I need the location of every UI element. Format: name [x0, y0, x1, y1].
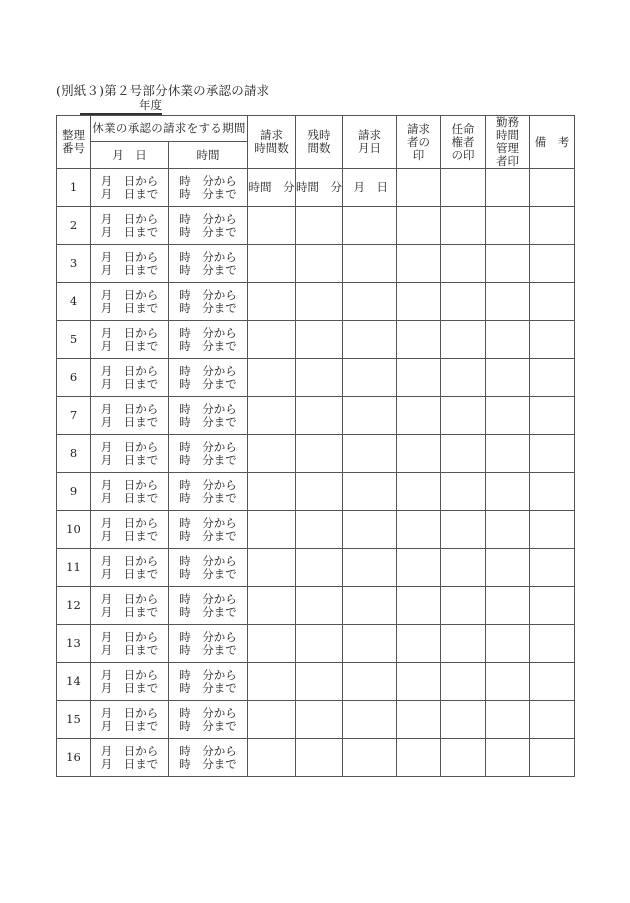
remaining-hours-cell[interactable] — [296, 739, 343, 777]
table-row — [57, 359, 575, 397]
requester-seal-cell[interactable] — [397, 473, 441, 511]
appointer-seal-cell[interactable] — [441, 321, 486, 359]
remarks-cell[interactable] — [530, 739, 575, 777]
remarks-cell[interactable] — [530, 587, 575, 625]
seq-number-cell: 11 — [57, 549, 91, 587]
table-row — [57, 587, 575, 625]
seq-number-cell: 7 — [57, 397, 91, 435]
time-range-cell[interactable]: 時 分から 時 分まで — [169, 359, 248, 397]
request-date-cell[interactable] — [343, 245, 397, 283]
appointer-seal-cell[interactable] — [441, 739, 486, 777]
requested-hours-cell[interactable] — [248, 207, 296, 245]
requester-seal-cell[interactable] — [397, 283, 441, 321]
time-range-cell[interactable]: 時 分から 時 分まで — [169, 587, 248, 625]
header-requested-hours: 請求 時間数 — [248, 116, 296, 169]
seq-number-cell: 2 — [57, 207, 91, 245]
table-row — [57, 169, 575, 207]
remarks-cell[interactable] — [530, 435, 575, 473]
header-period-date: 月 日 — [91, 142, 169, 169]
appointer-seal-cell[interactable] — [441, 587, 486, 625]
remaining-hours-cell[interactable] — [296, 245, 343, 283]
time-range-cell[interactable]: 時 分から 時 分まで — [169, 625, 248, 663]
requester-seal-cell[interactable] — [397, 169, 441, 207]
date-range-cell[interactable]: 月 日から 月 日まで — [91, 321, 169, 359]
manager-seal-cell[interactable] — [486, 549, 530, 587]
date-range-cell[interactable]: 月 日から 月 日まで — [91, 739, 169, 777]
appointer-seal-cell[interactable] — [441, 663, 486, 701]
remaining-hours-cell[interactable] — [296, 207, 343, 245]
request-date-cell[interactable] — [343, 587, 397, 625]
requested-hours-cell[interactable] — [248, 321, 296, 359]
remarks-cell[interactable] — [530, 701, 575, 739]
appointer-seal-cell[interactable] — [441, 625, 486, 663]
appointer-seal-cell[interactable] — [441, 245, 486, 283]
requested-hours-cell[interactable] — [248, 435, 296, 473]
requester-seal-cell[interactable] — [397, 207, 441, 245]
header-requester-seal: 請求 者の 印 — [397, 116, 441, 169]
remaining-hours-cell[interactable] — [296, 549, 343, 587]
requester-seal-cell[interactable] — [397, 625, 441, 663]
remarks-cell[interactable] — [530, 511, 575, 549]
manager-seal-cell[interactable] — [486, 511, 530, 549]
request-date-cell[interactable]: 月 日 — [343, 169, 397, 207]
remaining-hours-cell[interactable] — [296, 701, 343, 739]
requester-seal-cell[interactable] — [397, 245, 441, 283]
date-range-cell[interactable]: 月 日から 月 日まで — [91, 587, 169, 625]
date-range-cell[interactable]: 月 日から 月 日まで — [91, 549, 169, 587]
manager-seal-cell[interactable] — [486, 663, 530, 701]
request-date-cell[interactable] — [343, 511, 397, 549]
date-range-cell[interactable]: 月 日から 月 日まで — [91, 435, 169, 473]
remaining-hours-cell[interactable] — [296, 625, 343, 663]
seq-number-cell: 15 — [57, 701, 91, 739]
manager-seal-cell[interactable] — [486, 473, 530, 511]
remarks-cell[interactable] — [530, 283, 575, 321]
manager-seal-cell[interactable] — [486, 207, 530, 245]
time-range-cell[interactable]: 時 分から 時 分まで — [169, 701, 248, 739]
date-range-cell[interactable]: 月 日から 月 日まで — [91, 701, 169, 739]
requested-hours-cell[interactable] — [248, 283, 296, 321]
remaining-hours-cell[interactable] — [296, 663, 343, 701]
fiscal-year-field[interactable]: 年度 — [80, 98, 162, 115]
request-date-cell[interactable] — [343, 473, 397, 511]
appointer-seal-cell[interactable] — [441, 473, 486, 511]
request-date-cell[interactable] — [343, 397, 397, 435]
seq-number-cell: 9 — [57, 473, 91, 511]
leave-request-table — [56, 115, 575, 777]
time-range-cell[interactable]: 時 分から 時 分まで — [169, 169, 248, 207]
header-period-group: 休業の承認の請求をする期間 — [91, 116, 248, 142]
remaining-hours-cell[interactable] — [296, 359, 343, 397]
request-date-cell[interactable] — [343, 625, 397, 663]
remaining-hours-cell[interactable] — [296, 435, 343, 473]
time-range-cell[interactable]: 時 分から 時 分まで — [169, 207, 248, 245]
requester-seal-cell[interactable] — [397, 701, 441, 739]
time-range-cell[interactable]: 時 分から 時 分まで — [169, 549, 248, 587]
remaining-hours-cell[interactable] — [296, 473, 343, 511]
seq-number-cell: 14 — [57, 663, 91, 701]
appointer-seal-cell[interactable] — [441, 435, 486, 473]
manager-seal-cell[interactable] — [486, 625, 530, 663]
table-row — [57, 283, 575, 321]
date-range-cell[interactable]: 月 日から 月 日まで — [91, 359, 169, 397]
manager-seal-cell[interactable] — [486, 587, 530, 625]
requested-hours-cell[interactable] — [248, 549, 296, 587]
header-remaining-hours: 残時 間数 — [296, 116, 343, 169]
remarks-cell[interactable] — [530, 397, 575, 435]
requested-hours-cell[interactable] — [248, 739, 296, 777]
manager-seal-cell[interactable] — [486, 359, 530, 397]
seq-number-cell: 13 — [57, 625, 91, 663]
remarks-cell[interactable] — [530, 169, 575, 207]
requested-hours-cell[interactable] — [248, 511, 296, 549]
request-date-cell[interactable] — [343, 207, 397, 245]
header-manager-seal: 勤務 時間 管理 者印 — [486, 116, 530, 169]
remarks-cell[interactable] — [530, 359, 575, 397]
time-range-cell[interactable]: 時 分から 時 分まで — [169, 245, 248, 283]
date-range-cell[interactable]: 月 日から 月 日まで — [91, 207, 169, 245]
remaining-hours-cell[interactable] — [296, 321, 343, 359]
appointer-seal-cell[interactable] — [441, 283, 486, 321]
request-date-cell[interactable] — [343, 321, 397, 359]
appointer-seal-cell[interactable] — [441, 549, 486, 587]
manager-seal-cell[interactable] — [486, 245, 530, 283]
table-row — [57, 435, 575, 473]
request-date-cell[interactable] — [343, 283, 397, 321]
seq-number-cell: 3 — [57, 245, 91, 283]
date-range-cell[interactable]: 月 日から 月 日まで — [91, 397, 169, 435]
requester-seal-cell[interactable] — [397, 397, 441, 435]
date-range-cell[interactable]: 月 日から 月 日まで — [91, 283, 169, 321]
remarks-cell[interactable] — [530, 473, 575, 511]
manager-seal-cell[interactable] — [486, 435, 530, 473]
request-date-cell[interactable] — [343, 435, 397, 473]
remaining-hours-cell[interactable]: 時間 分 — [296, 169, 343, 207]
time-range-cell[interactable]: 時 分から 時 分まで — [169, 283, 248, 321]
header-remarks: 備 考 — [530, 116, 575, 169]
date-range-cell[interactable]: 月 日から 月 日まで — [91, 663, 169, 701]
remarks-cell[interactable] — [530, 549, 575, 587]
header-period-time: 時間 — [169, 142, 248, 169]
time-range-cell[interactable]: 時 分から 時 分まで — [169, 397, 248, 435]
time-range-cell[interactable]: 時 分から 時 分まで — [169, 473, 248, 511]
header-request-date: 請求 月日 — [343, 116, 397, 169]
table-row — [57, 625, 575, 663]
date-range-cell[interactable]: 月 日から 月 日まで — [91, 625, 169, 663]
manager-seal-cell[interactable] — [486, 169, 530, 207]
requester-seal-cell[interactable] — [397, 587, 441, 625]
header-seq-number: 整理 番号 — [57, 116, 91, 169]
seq-number-cell: 5 — [57, 321, 91, 359]
request-date-cell[interactable] — [343, 549, 397, 587]
manager-seal-cell[interactable] — [486, 701, 530, 739]
table-row — [57, 663, 575, 701]
remaining-hours-cell[interactable] — [296, 397, 343, 435]
header-appointer-seal: 任命 権者 の印 — [441, 116, 486, 169]
remarks-cell[interactable] — [530, 663, 575, 701]
appointer-seal-cell[interactable] — [441, 207, 486, 245]
remarks-cell[interactable] — [530, 321, 575, 359]
manager-seal-cell[interactable] — [486, 321, 530, 359]
requested-hours-cell[interactable] — [248, 625, 296, 663]
table-row — [57, 321, 575, 359]
appointer-seal-cell[interactable] — [441, 169, 486, 207]
appointer-seal-cell[interactable] — [441, 511, 486, 549]
requested-hours-cell[interactable] — [248, 663, 296, 701]
seq-number-cell: 12 — [57, 587, 91, 625]
remaining-hours-cell[interactable] — [296, 511, 343, 549]
requester-seal-cell[interactable] — [397, 321, 441, 359]
remarks-cell[interactable] — [530, 207, 575, 245]
remaining-hours-cell[interactable] — [296, 283, 343, 321]
manager-seal-cell[interactable] — [486, 739, 530, 777]
date-range-cell[interactable]: 月 日から 月 日まで — [91, 169, 169, 207]
seq-number-cell: 4 — [57, 283, 91, 321]
seq-number-cell: 1 — [57, 169, 91, 207]
requester-seal-cell[interactable] — [397, 435, 441, 473]
requested-hours-cell[interactable] — [248, 473, 296, 511]
time-range-cell[interactable]: 時 分から 時 分まで — [169, 435, 248, 473]
document-title: (別紙３)第２号部分休業の承認の請求 — [56, 83, 270, 98]
table-row — [57, 245, 575, 283]
requester-seal-cell[interactable] — [397, 511, 441, 549]
remaining-hours-cell[interactable] — [296, 587, 343, 625]
date-range-cell[interactable]: 月 日から 月 日まで — [91, 245, 169, 283]
requested-hours-cell[interactable] — [248, 701, 296, 739]
requested-hours-cell[interactable]: 時間 分 — [248, 169, 296, 207]
requester-seal-cell[interactable] — [397, 359, 441, 397]
requested-hours-cell[interactable] — [248, 245, 296, 283]
table-row — [57, 473, 575, 511]
table-row — [57, 511, 575, 549]
time-range-cell[interactable]: 時 分から 時 分まで — [169, 321, 248, 359]
requested-hours-cell[interactable] — [248, 397, 296, 435]
seq-number-cell: 8 — [57, 435, 91, 473]
seq-number-cell: 16 — [57, 739, 91, 777]
appointer-seal-cell[interactable] — [441, 701, 486, 739]
appointer-seal-cell[interactable] — [441, 359, 486, 397]
appointer-seal-cell[interactable] — [441, 397, 486, 435]
manager-seal-cell[interactable] — [486, 397, 530, 435]
table-row — [57, 207, 575, 245]
manager-seal-cell[interactable] — [486, 283, 530, 321]
table-row — [57, 397, 575, 435]
requested-hours-cell[interactable] — [248, 359, 296, 397]
request-date-cell[interactable] — [343, 663, 397, 701]
time-range-cell[interactable]: 時 分から 時 分まで — [169, 663, 248, 701]
remarks-cell[interactable] — [530, 625, 575, 663]
seq-number-cell: 10 — [57, 511, 91, 549]
requested-hours-cell[interactable] — [248, 587, 296, 625]
request-date-cell[interactable] — [343, 739, 397, 777]
date-range-cell[interactable]: 月 日から 月 日まで — [91, 511, 169, 549]
table-row — [57, 739, 575, 777]
time-range-cell[interactable]: 時 分から 時 分まで — [169, 511, 248, 549]
date-range-cell[interactable]: 月 日から 月 日まで — [91, 473, 169, 511]
seq-number-cell: 6 — [57, 359, 91, 397]
time-range-cell[interactable]: 時 分から 時 分まで — [169, 739, 248, 777]
request-date-cell[interactable] — [343, 701, 397, 739]
request-date-cell[interactable] — [343, 359, 397, 397]
requester-seal-cell[interactable] — [397, 549, 441, 587]
remarks-cell[interactable] — [530, 245, 575, 283]
table-row — [57, 701, 575, 739]
requester-seal-cell[interactable] — [397, 663, 441, 701]
table-row — [57, 549, 575, 587]
requester-seal-cell[interactable] — [397, 739, 441, 777]
